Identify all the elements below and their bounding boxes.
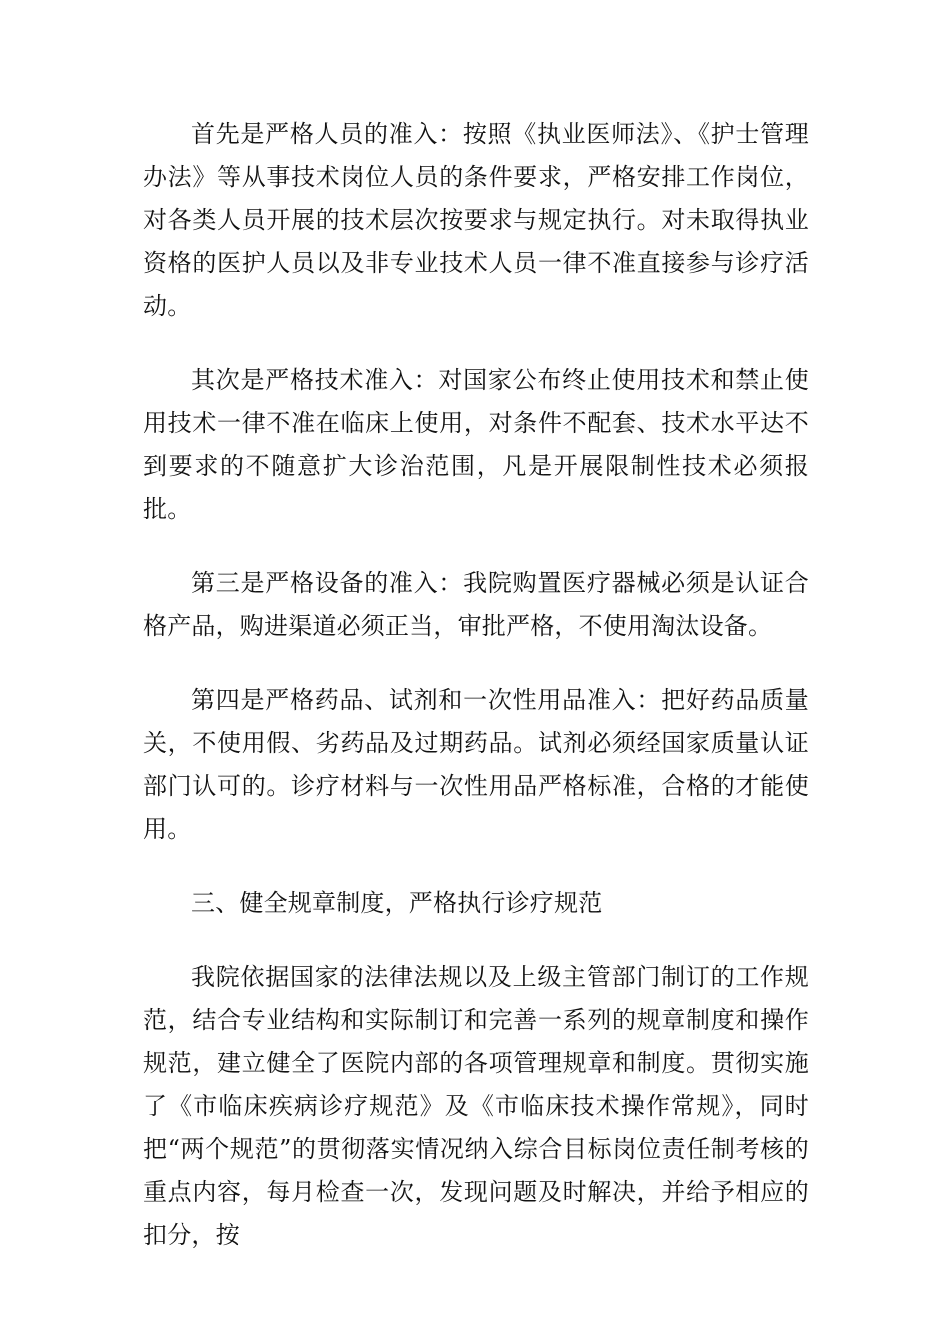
paragraph-regulations: 我院依据国家的法律法规以及上级主管部门制订的工作规范，结合专业结构和实际制订和完善一系列的规章制度和操作规范，建立健全了医院内部的各项管理规章和制度。贯彻实施了《市临床疾病诊疗规范》及《市临床技术操作常规》，同时把“两个规范”的贯彻落实情况纳入综合目标岗位责任制考核的重点内容，每月检查一次，发现问题及时解决，并给予相应的扣分，按 [143, 963, 809, 1249]
document-body [143, 113, 809, 1257]
section-heading: 三、健全规章制度，严格执行诊疗规范 [191, 889, 603, 917]
paragraph-technology-admission: 其次是严格技术准入：对国家公布终止使用技术和禁止使用技术一律不准在临床上使用，对条件不配套、技术水平达不到要求的不随意扩大诊治范围，凡是开展限制性技术必须报批。 [143, 366, 809, 523]
paragraph-equipment-admission: 第三是严格设备的准入：我院购置医疗器械必须是认证合格产品，购进渠道必须正当，审批严格，不使用淘汰设备。 [143, 569, 809, 640]
paragraph-personnel-admission: 首先是严格人员的准入：按照《执业医师法》、《护士管理办法》等从事技术岗位人员的条件要求，严格安排工作岗位，对各类人员开展的技术层次按要求与规定执行。对未取得执业资格的医护人员以及非专业技术人员一律不准直接参与诊疗活动。 [143, 120, 809, 320]
paragraph-drug-admission: 第四是严格药品、试剂和一次性用品准入：把好药品质量关，不使用假、劣药品及过期药品。试剂必须经国家质量认证部门认可的。诊疗材料与一次性用品严格标准，合格的才能使用。 [143, 686, 809, 843]
